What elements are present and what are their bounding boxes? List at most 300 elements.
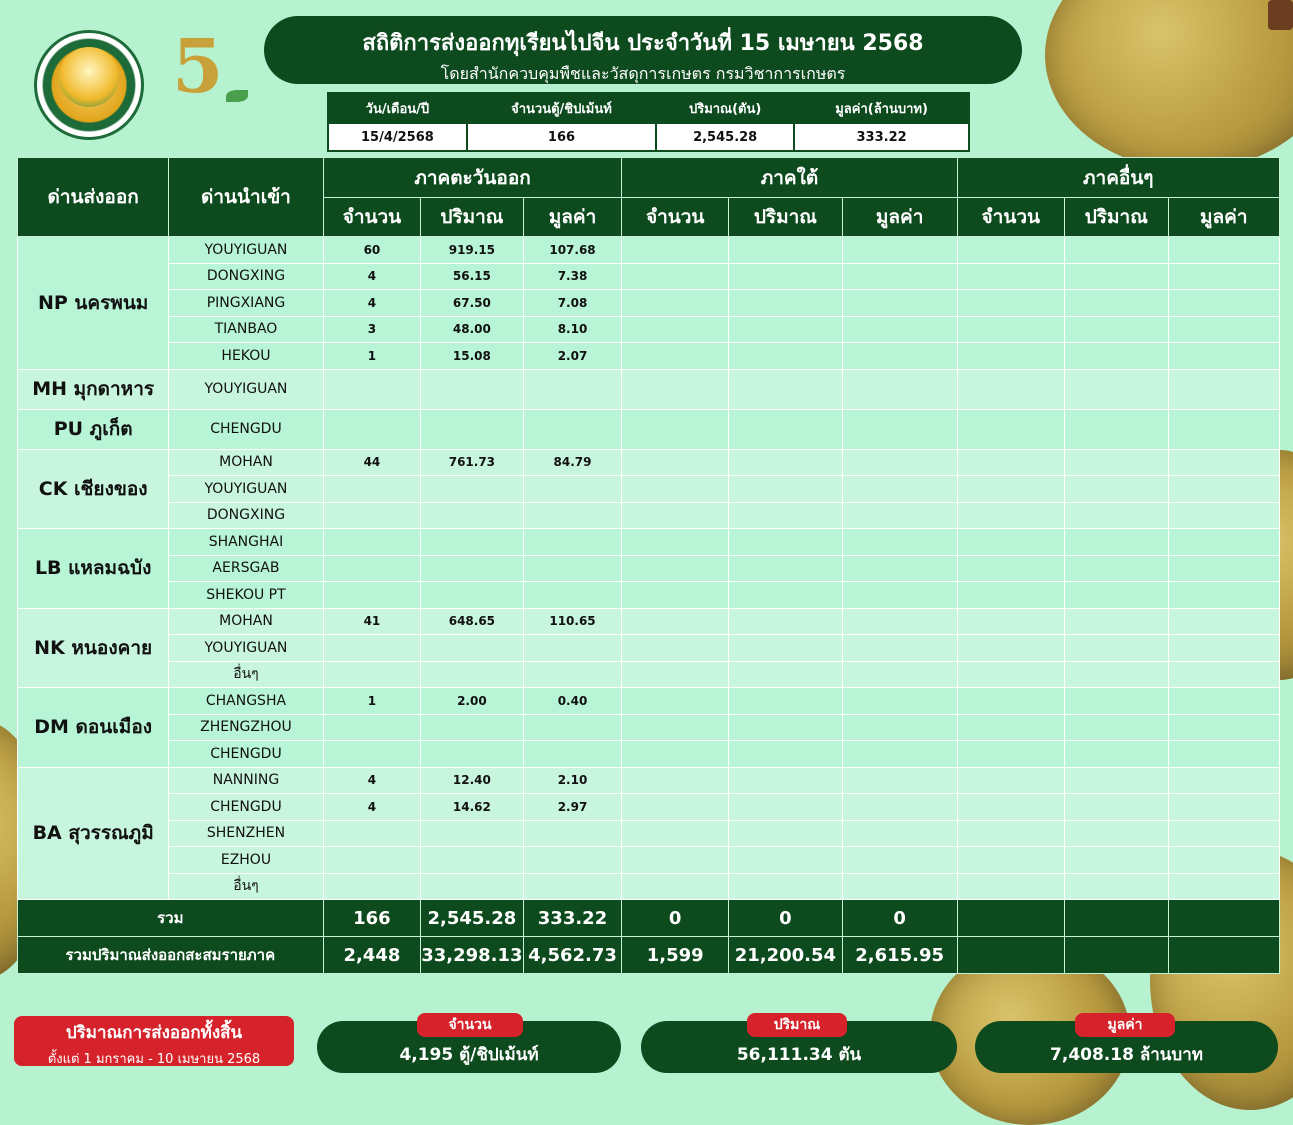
subheader-quantity: ปริมาณ	[1065, 198, 1169, 237]
header-import-port: ด่านนำเข้า	[169, 158, 323, 237]
value-cell	[957, 847, 1064, 874]
value-cell	[421, 820, 523, 847]
value-cell	[728, 820, 842, 847]
value-cell	[1168, 502, 1279, 529]
summary-header: มูลค่า(ล้านบาท)	[794, 93, 969, 123]
value-cell	[957, 873, 1064, 900]
import-port-cell: CHANGSHA	[169, 688, 323, 715]
value-cell	[842, 608, 957, 635]
total-value-cell: 0	[622, 900, 728, 937]
value-cell	[1168, 316, 1279, 343]
department-logo	[34, 30, 144, 140]
value-cell	[842, 741, 957, 768]
value-cell	[1065, 661, 1169, 688]
value-cell	[622, 502, 728, 529]
total-row	[18, 900, 1280, 937]
value-cell	[728, 369, 842, 409]
value-cell	[957, 502, 1064, 529]
value-cell: 3	[323, 316, 421, 343]
import-port-cell: CHENGDU	[169, 794, 323, 821]
total-export-period: ตั้งแต่ 1 มกราคม - 10 เมษายน 2568	[47, 1052, 261, 1067]
value-cell	[523, 476, 622, 503]
value-cell	[728, 582, 842, 609]
value-cell	[1168, 635, 1279, 662]
summary-header: วัน/เดือน/ปี	[328, 93, 467, 123]
table-row	[18, 290, 1280, 317]
export-port-cell: PU ภูเก็ต	[18, 409, 169, 449]
value-cell	[1168, 688, 1279, 715]
import-port-cell: อื่นๆ	[169, 661, 323, 688]
export-port-cell: NK หนองคาย	[18, 608, 169, 688]
total-value-cell	[1065, 900, 1169, 937]
value-cell	[1168, 290, 1279, 317]
value-cell	[1065, 873, 1169, 900]
value-cell	[1168, 608, 1279, 635]
summary-value: 333.22	[794, 123, 969, 151]
subheader-value: มูลค่า	[842, 198, 957, 237]
value-cell	[622, 847, 728, 874]
import-port-cell: SHEKOU PT	[169, 582, 323, 609]
table-row	[18, 529, 1280, 556]
value-cell	[421, 409, 523, 449]
value-cell	[421, 529, 523, 556]
value-cell	[421, 714, 523, 741]
value-cell: 7.08	[523, 290, 622, 317]
value-cell	[842, 767, 957, 794]
value-cell: 110.65	[523, 608, 622, 635]
import-port-cell: HEKOU	[169, 343, 323, 370]
value-cell	[728, 290, 842, 317]
value-cell	[523, 529, 622, 556]
export-port-cell: DM ดอนเมือง	[18, 688, 169, 768]
subheader-count: จำนวน	[323, 198, 421, 237]
import-port-cell: YOUYIGUAN	[169, 369, 323, 409]
value-cell	[842, 582, 957, 609]
value-cell	[421, 369, 523, 409]
value-cell	[842, 237, 957, 264]
value-cell: 60	[323, 237, 421, 264]
value-cell	[1065, 714, 1169, 741]
total-value-cell: 2,545.28	[421, 900, 523, 937]
value-cell	[1065, 502, 1169, 529]
cumulative-value-cell: 33,298.13	[421, 937, 523, 974]
value-cell	[957, 316, 1064, 343]
value-cell	[323, 582, 421, 609]
value-cell	[622, 316, 728, 343]
cumulative-value-cell: 21,200.54	[728, 937, 842, 974]
header-export-port: ด่านส่งออก	[18, 158, 169, 237]
header-region-other: ภาคอื่นๆ	[957, 158, 1279, 198]
table-row	[18, 343, 1280, 370]
table-row	[18, 237, 1280, 264]
export-port-cell: LB แหลมฉบัง	[18, 529, 169, 609]
value-cell	[323, 555, 421, 582]
value-cell	[957, 661, 1064, 688]
table-row	[18, 316, 1280, 343]
value-cell	[1065, 369, 1169, 409]
cumulative-value-cell	[957, 937, 1064, 974]
value-cell	[622, 449, 728, 476]
total-value-cell: 0	[842, 900, 957, 937]
table-row	[18, 449, 1280, 476]
page-subtitle: โดยสำนักควบคุมพืชและวัสดุการเกษตร กรมวิชาการเกษตร	[440, 64, 846, 83]
value-cell	[622, 794, 728, 821]
value-cell	[523, 635, 622, 662]
value-cell	[323, 369, 421, 409]
value-cell	[957, 767, 1064, 794]
value-cell	[622, 369, 728, 409]
subheader-quantity: ปริมาณ	[421, 198, 523, 237]
value-cell	[1065, 343, 1169, 370]
summary-date: 15/4/2568	[328, 123, 467, 151]
value-cell	[622, 873, 728, 900]
total-export-title: ปริมาณการส่งออกทั้งสิ้น	[65, 1023, 243, 1043]
value-cell	[1065, 820, 1169, 847]
import-port-cell: AERSGAB	[169, 555, 323, 582]
value-cell	[523, 714, 622, 741]
value-cell	[957, 608, 1064, 635]
value-cell	[728, 555, 842, 582]
table-row	[18, 263, 1280, 290]
table-row	[18, 847, 1280, 874]
value-cell	[1168, 794, 1279, 821]
value-cell	[1168, 847, 1279, 874]
value-cell	[728, 714, 842, 741]
table-row	[18, 794, 1280, 821]
value-cell	[421, 635, 523, 662]
value-cell	[842, 529, 957, 556]
value-cell	[842, 555, 957, 582]
value-cell	[728, 608, 842, 635]
value-cell	[323, 714, 421, 741]
value-cell	[728, 767, 842, 794]
value-cell	[957, 555, 1064, 582]
total-value-cell: 0	[728, 900, 842, 937]
value-cell	[523, 820, 622, 847]
value-cell	[1065, 316, 1169, 343]
count-tag: จำนวน	[417, 1013, 523, 1037]
value-cell	[523, 741, 622, 768]
value-cell	[523, 661, 622, 688]
value-cell: 648.65	[421, 608, 523, 635]
value-cell	[421, 476, 523, 503]
value-cell	[728, 316, 842, 343]
value-cell	[323, 820, 421, 847]
import-port-cell: YOUYIGUAN	[169, 635, 323, 662]
subheader-count: จำนวน	[622, 198, 728, 237]
value-cell: 41	[323, 608, 421, 635]
durian-decoration-top-right	[1045, 0, 1293, 170]
value-cell	[728, 502, 842, 529]
value-cell: 84.79	[523, 449, 622, 476]
emblem-icon	[59, 47, 119, 107]
summary-quantity: 2,545.28	[656, 123, 794, 151]
value-cell	[728, 741, 842, 768]
value-cell	[728, 409, 842, 449]
quantity-pill	[641, 1017, 957, 1073]
value-cell	[1065, 555, 1169, 582]
value-cell	[1168, 741, 1279, 768]
table-row	[18, 767, 1280, 794]
value-cell	[842, 316, 957, 343]
value-cell	[728, 343, 842, 370]
import-port-cell: MOHAN	[169, 608, 323, 635]
value-cell	[1065, 741, 1169, 768]
value-cell	[842, 369, 957, 409]
value-cell	[622, 820, 728, 847]
value-cell	[323, 476, 421, 503]
subheader-quantity: ปริมาณ	[728, 198, 842, 237]
value-cell	[1065, 847, 1169, 874]
import-port-cell: DONGXING	[169, 502, 323, 529]
count-pill	[317, 1017, 621, 1073]
value-cell	[842, 502, 957, 529]
table-row	[18, 409, 1280, 449]
value-cell	[842, 661, 957, 688]
value-cell: 56.15	[421, 263, 523, 290]
value-cell	[842, 873, 957, 900]
value-cell	[842, 263, 957, 290]
value-cell	[957, 369, 1064, 409]
value-cell: 44	[323, 449, 421, 476]
durian-stem-decoration	[1268, 0, 1293, 30]
value-cell	[957, 741, 1064, 768]
value-cell	[622, 529, 728, 556]
value-cell: 761.73	[421, 449, 523, 476]
summary-count: 166	[467, 123, 656, 151]
value-cell	[1065, 608, 1169, 635]
value-cell: 2.10	[523, 767, 622, 794]
value-cell	[1065, 290, 1169, 317]
header-region-east: ภาคตะวันออก	[323, 158, 622, 198]
value-cell	[957, 529, 1064, 556]
value-cell	[1065, 635, 1169, 662]
table-row	[18, 608, 1280, 635]
value-cell	[622, 409, 728, 449]
value-cell: 8.10	[523, 316, 622, 343]
value-cell	[842, 635, 957, 662]
value-cell: 2.00	[421, 688, 523, 715]
page-title: สถิติการส่งออกทุเรียนไปจีน ประจำวันที่ 15 เมษายน 2568	[362, 31, 924, 56]
total-value-cell	[1168, 900, 1279, 937]
daily-summary-table	[327, 92, 970, 152]
value-cell	[1168, 237, 1279, 264]
value-cell	[842, 794, 957, 821]
value-cell	[421, 582, 523, 609]
value-cell	[622, 661, 728, 688]
value-cell: 2.97	[523, 794, 622, 821]
quantity-value: 56,111.34 ตัน	[736, 1045, 862, 1065]
total-export-box	[14, 1016, 294, 1066]
value-cell	[523, 582, 622, 609]
import-port-cell: ZHENGZHOU	[169, 714, 323, 741]
value-tag: มูลค่า	[1075, 1013, 1175, 1037]
value-cell	[421, 741, 523, 768]
leaf-icon	[226, 90, 248, 102]
value-cell	[622, 263, 728, 290]
value-cell	[1168, 263, 1279, 290]
subheader-count: จำนวน	[957, 198, 1064, 237]
value-cell	[523, 847, 622, 874]
value-cell	[1065, 688, 1169, 715]
import-port-cell: SHENZHEN	[169, 820, 323, 847]
anniversary-number: 5	[172, 24, 224, 110]
cumulative-value-cell: 1,599	[622, 937, 728, 974]
total-label: รวม	[18, 900, 324, 937]
value-cell	[622, 714, 728, 741]
value-cell	[323, 502, 421, 529]
cumulative-label: รวมปริมาณส่งออกสะสมรายภาค	[18, 937, 324, 974]
value-cell	[957, 688, 1064, 715]
value-cell	[1065, 476, 1169, 503]
value-cell	[1168, 873, 1279, 900]
value-cell	[523, 555, 622, 582]
value-cell	[728, 688, 842, 715]
value-cell	[622, 476, 728, 503]
export-port-cell: NP นครพนม	[18, 237, 169, 370]
value-cell	[1168, 820, 1279, 847]
value-cell	[523, 502, 622, 529]
value-cell: 14.62	[421, 794, 523, 821]
value-cell	[957, 582, 1064, 609]
value-cell: 2.07	[523, 343, 622, 370]
value-cell	[1065, 449, 1169, 476]
table-row	[18, 555, 1280, 582]
value-cell	[421, 847, 523, 874]
cumulative-value-cell: 2,615.95	[842, 937, 957, 974]
value-cell: 15.08	[421, 343, 523, 370]
value-cell	[842, 343, 957, 370]
value-cell: 67.50	[421, 290, 523, 317]
value-cell	[957, 237, 1064, 264]
value-cell	[622, 688, 728, 715]
table-row	[18, 688, 1280, 715]
value-cell	[1168, 582, 1279, 609]
subheader-value: มูลค่า	[523, 198, 622, 237]
value-value: 7,408.18 ล้านบาท	[1050, 1045, 1203, 1065]
import-port-cell: YOUYIGUAN	[169, 476, 323, 503]
value-cell	[1065, 409, 1169, 449]
value-cell: 4	[323, 290, 421, 317]
value-cell: 48.00	[421, 316, 523, 343]
table-row	[18, 820, 1280, 847]
value-cell	[728, 794, 842, 821]
value-cell	[1168, 449, 1279, 476]
value-cell	[728, 263, 842, 290]
value-cell	[622, 237, 728, 264]
table-row	[18, 873, 1280, 900]
export-port-cell: CK เชียงของ	[18, 449, 169, 529]
value-cell	[842, 449, 957, 476]
import-port-cell: MOHAN	[169, 449, 323, 476]
value-cell	[1065, 767, 1169, 794]
value-cell	[957, 409, 1064, 449]
value-cell	[323, 635, 421, 662]
import-port-cell: อื่นๆ	[169, 873, 323, 900]
table-row	[18, 582, 1280, 609]
value-cell: 0.40	[523, 688, 622, 715]
summary-header: ปริมาณ(ตัน)	[656, 93, 794, 123]
import-port-cell: PINGXIANG	[169, 290, 323, 317]
value-cell	[1065, 263, 1169, 290]
cumulative-value-cell	[1065, 937, 1169, 974]
value-cell: 1	[323, 343, 421, 370]
table-row	[18, 661, 1280, 688]
value-cell	[728, 847, 842, 874]
count-value: 4,195 ตู้/ชิปเม้นท์	[399, 1045, 539, 1065]
import-port-cell: TIANBAO	[169, 316, 323, 343]
total-value-cell: 333.22	[523, 900, 622, 937]
value-cell	[622, 343, 728, 370]
value-cell	[323, 847, 421, 874]
value-cell	[1065, 237, 1169, 264]
header-region-south: ภาคใต้	[622, 158, 957, 198]
summary-header: จำนวนตู้/ชิปเม้นท์	[467, 93, 656, 123]
value-cell	[842, 476, 957, 503]
value-cell: 1	[323, 688, 421, 715]
value-cell	[1065, 529, 1169, 556]
import-port-cell: CHENGDU	[169, 741, 323, 768]
value-cell	[957, 449, 1064, 476]
value-cell	[728, 476, 842, 503]
export-statistics-table	[17, 157, 1280, 974]
value-cell: 12.40	[421, 767, 523, 794]
value-cell	[1168, 661, 1279, 688]
value-cell	[622, 741, 728, 768]
quantity-tag: ปริมาณ	[747, 1013, 847, 1037]
total-value-cell: 166	[323, 900, 421, 937]
value-cell	[622, 555, 728, 582]
table-row	[18, 369, 1280, 409]
value-cell	[957, 820, 1064, 847]
value-cell	[622, 767, 728, 794]
value-cell	[523, 873, 622, 900]
subheader-value: มูลค่า	[1168, 198, 1279, 237]
value-cell	[1168, 767, 1279, 794]
value-cell	[842, 688, 957, 715]
anniversary-logo	[168, 24, 260, 128]
value-cell	[421, 873, 523, 900]
import-port-cell: NANNING	[169, 767, 323, 794]
import-port-cell: EZHOU	[169, 847, 323, 874]
table-row	[18, 476, 1280, 503]
value-cell	[1168, 714, 1279, 741]
value-cell: 4	[323, 794, 421, 821]
value-cell: 4	[323, 263, 421, 290]
value-cell	[957, 290, 1064, 317]
value-cell	[842, 847, 957, 874]
value-cell	[728, 449, 842, 476]
value-cell	[1168, 529, 1279, 556]
value-cell	[421, 661, 523, 688]
table-row	[18, 741, 1280, 768]
cumulative-row	[18, 937, 1280, 974]
value-cell: 4	[323, 767, 421, 794]
export-port-cell: BA สุวรรณภูมิ	[18, 767, 169, 900]
import-port-cell: CHENGDU	[169, 409, 323, 449]
value-cell	[323, 661, 421, 688]
cumulative-value-cell: 4,562.73	[523, 937, 622, 974]
value-cell	[728, 661, 842, 688]
value-cell	[842, 409, 957, 449]
table-row	[18, 714, 1280, 741]
value-cell	[957, 794, 1064, 821]
value-cell	[622, 582, 728, 609]
value-cell	[957, 714, 1064, 741]
import-port-cell: DONGXING	[169, 263, 323, 290]
value-cell	[323, 409, 421, 449]
value-cell	[728, 873, 842, 900]
